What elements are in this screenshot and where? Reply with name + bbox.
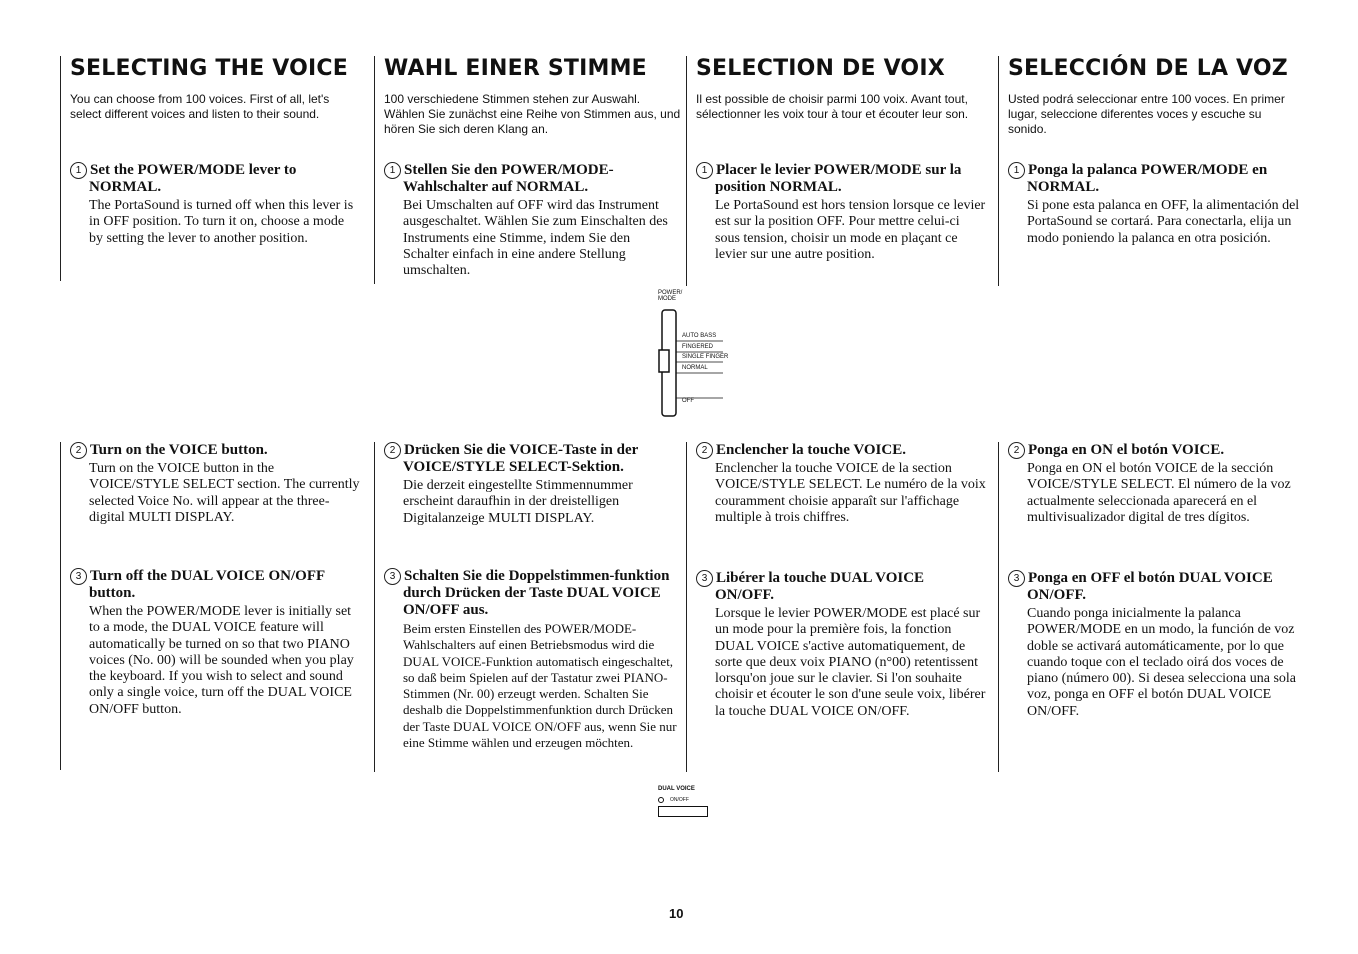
position-normal: NORMAL: [682, 365, 708, 371]
step-title-text: Turn on the VOICE button.: [90, 442, 268, 458]
step-title: [1008, 162, 1308, 196]
step-title-text: Stellen Sie den POWER/MODE-Wahlschalter auf NORMAL.: [403, 162, 614, 195]
step-title-text: Libérer la touche DUAL VOICE ON/OFF.: [715, 570, 925, 603]
step-title-text: Ponga en OFF el botón DUAL VOICE ON/OFF.: [1027, 570, 1273, 603]
step-title: [1008, 442, 1303, 459]
step-1: [1008, 162, 1308, 247]
power-mode-label: POWER/ MODE: [658, 290, 683, 302]
step-number-circle: 2: [696, 442, 713, 459]
step-title: [384, 442, 679, 476]
column-english: [60, 56, 360, 281]
step-number-circle: 1: [70, 162, 87, 179]
step-number-circle: 1: [1008, 162, 1025, 179]
step-number-circle: 1: [696, 162, 713, 179]
column-spanish-lower: [998, 442, 1318, 772]
step-2: [70, 442, 360, 526]
intro-text: Il est possible de choisir parmi 100 voix. Avant tout, sélectionner les voix tour à tour et écouter leur son.: [696, 92, 969, 121]
step-body: Bei Umschalten auf OFF wird das Instrument ausgeschaltet. Wählen Sie zum Einschalten des Instruments eine Stimme, indem Sie den Schalter einfach in eine andere Stellung umschalten.: [403, 198, 668, 279]
step-title-text: Ponga la palanca POWER/MODE en NORMAL.: [1027, 162, 1268, 195]
column-french-lower: [686, 442, 1001, 772]
step-3: [696, 570, 986, 720]
column-english-lower: [60, 442, 370, 770]
indicator-led-icon: [658, 797, 664, 803]
step-2: [384, 442, 679, 527]
intro-text: 100 verschiedene Stimmen stehen zur Auswahl. Wählen Sie zunächst eine Reihe von Stimmen aus, und hören Sie sich deren Klang an.: [384, 92, 681, 136]
step-title: [1008, 570, 1303, 604]
step-title: [696, 570, 986, 604]
position-off: OFF: [682, 398, 694, 404]
step-body: Si pone esta palanca en OFF, la alimentación del PortaSound se cortará. Para conectarla, elija un modo poniendo la palanca en otra posición.: [1027, 198, 1300, 246]
column-german: [374, 56, 684, 284]
step-title: [384, 568, 679, 619]
step-number-circle: 3: [696, 570, 713, 587]
on-off-label: ON/OFF: [670, 797, 689, 803]
intro-text: Usted podrá seleccionar entre 100 voces. En primer lugar, seleccione diferentes voces y escuche su sonido.: [1008, 92, 1285, 136]
step-body: Lorsque le levier POWER/MODE est placé sur un mode pour la première fois, la fonction DUAL VOICE s'active automatiquement, de sorte que deux voix PIANO (n°00) retentissent lorsqu'on joue sur le clavier. Si l'on souhaite choisir et écouter le son d'une seule voix, libérer la touche DUAL VOICE ON/OFF.: [715, 606, 986, 719]
step-title-text: Turn off the DUAL VOICE ON/OFF button.: [89, 568, 325, 601]
step-number-circle: 1: [384, 162, 401, 179]
step-title: [70, 442, 360, 459]
step-body: Enclencher la touche VOICE de la section VOICE/STYLE SELECT. Le numéro de la voix couramment choisie apparaît sur l'affichage multiple à trois chiffres.: [715, 461, 986, 525]
step-title-text: Drücken Sie die VOICE-Taste in der VOICE/STYLE SELECT-Sektion.: [403, 442, 639, 475]
step-body: Le PortaSound est hors tension lorsque ce levier est sur la position OFF. Pour mettre celui-ci sous tension, choisir un mode en plaçant ce levier sur une autre position.: [715, 198, 986, 262]
position-fingered: FINGERED: [682, 344, 714, 350]
step-body: Beim ersten Einstellen des POWER/MODE-Wahlschalters auf einen Betriebsmodus wird die DUAL VOICE-Funktion automatisch eingeschaltet, so daß beim Spielen auf der Tastatur zwei PIANO-Stimmen (Nr. 00) erzeugt werden. Schalten Sie deshalb die Doppelstimmenfunktion durch Drücken der Taste DUAL VOICE ON/OFF aus, wenn Sie nur eine Stimme wählen und erzeugen möchten.: [403, 621, 677, 751]
dual-voice-button[interactable]: [658, 806, 708, 817]
step-title-text: Placer le levier POWER/MODE sur la position NORMAL.: [715, 162, 962, 195]
step-title-text: Schalten Sie die Doppelstimmen-funktion durch Drücken der Taste DUAL VOICE ON/OFF aus.: [403, 568, 670, 618]
section-heading: WAHL EINER STIMME: [384, 56, 647, 81]
page-number: 10: [669, 906, 684, 921]
step-number-circle: 2: [70, 442, 87, 459]
step-body: Die derzeit eingestellte Stimmennummer erscheint daraufhin in der dreistelligen Digitalanzeige MULTI DISPLAY.: [403, 478, 633, 526]
step-1: [696, 162, 986, 263]
step-title: [696, 162, 986, 196]
step-3: [384, 568, 679, 751]
power-mode-diagram: [655, 288, 735, 418]
step-title: [696, 442, 996, 459]
step-number-circle: 3: [384, 568, 401, 585]
step-title-text: Enclencher la touche VOICE.: [716, 442, 906, 458]
step-title: [384, 162, 679, 196]
step-body: When the POWER/MODE lever is initially set to a mode, the DUAL VOICE feature will automatically be turned on so that two PIANO voices (No. 00) will be sounded when you play the keyboard. If you wish to select and sound only a single voice, turn off the DUAL VOICE ON/OFF button.: [89, 604, 354, 717]
step-title: [70, 568, 360, 602]
step-body: Cuando ponga inicialmente la palanca POWER/MODE en un modo, la función de voz doble se activará automáticamente, por lo que cuando toque con el teclado oirá dos voces de piano (número 00). Si desea selecciona una sola voz, ponga en OFF el botón DUAL VOICE ON/OFF.: [1027, 606, 1297, 719]
column-spanish: [998, 56, 1318, 286]
section-heading: SELECTION DE VOIX: [696, 56, 945, 81]
position-single-finger: SINGLE FINGER: [682, 354, 729, 360]
step-2: [696, 442, 996, 526]
step-number-circle: 2: [384, 442, 401, 459]
section-heading: SELECCIÓN DE LA VOZ: [1008, 56, 1288, 81]
step-number-circle: 3: [1008, 570, 1025, 587]
step-title-text: Set the POWER/MODE lever to NORMAL.: [89, 162, 297, 195]
step-1: [70, 162, 355, 247]
step-body: The PortaSound is turned off when this lever is in OFF position. To turn it on, choose a mode by setting the lever to another position.: [89, 198, 354, 246]
intro-text: You can choose from 100 voices. First of all, let's select different voices and listen to their sound.: [70, 92, 330, 121]
step-body: Ponga en ON el botón VOICE de la sección VOICE/STYLE SELECT. El número de la voz actualmente seleccionada aparecerá en el multivisualizador digital de tres dígitos.: [1027, 461, 1291, 525]
section-heading: SELECTING THE VOICE: [70, 56, 348, 81]
step-body: Turn on the VOICE button in the VOICE/STYLE SELECT section. The currently selected Voice No. will appear at the three-digital MULTI DISPLAY.: [89, 461, 360, 525]
power-mode-lever-icon: [655, 288, 735, 418]
position-auto-bass: AUTO BASS: [682, 333, 717, 339]
step-2: [1008, 442, 1303, 526]
step-title-text: Ponga en ON el botón VOICE.: [1028, 442, 1225, 458]
column-french: [686, 56, 996, 286]
dual-voice-label: DUAL VOICE: [658, 786, 695, 792]
step-number-circle: 3: [70, 568, 87, 585]
step-number-circle: 2: [1008, 442, 1025, 459]
dual-voice-diagram: [656, 784, 716, 824]
step-1: [384, 162, 679, 279]
step-title: [70, 162, 355, 196]
column-german-lower: [374, 442, 684, 772]
step-3: [70, 568, 360, 718]
step-3: [1008, 570, 1303, 720]
